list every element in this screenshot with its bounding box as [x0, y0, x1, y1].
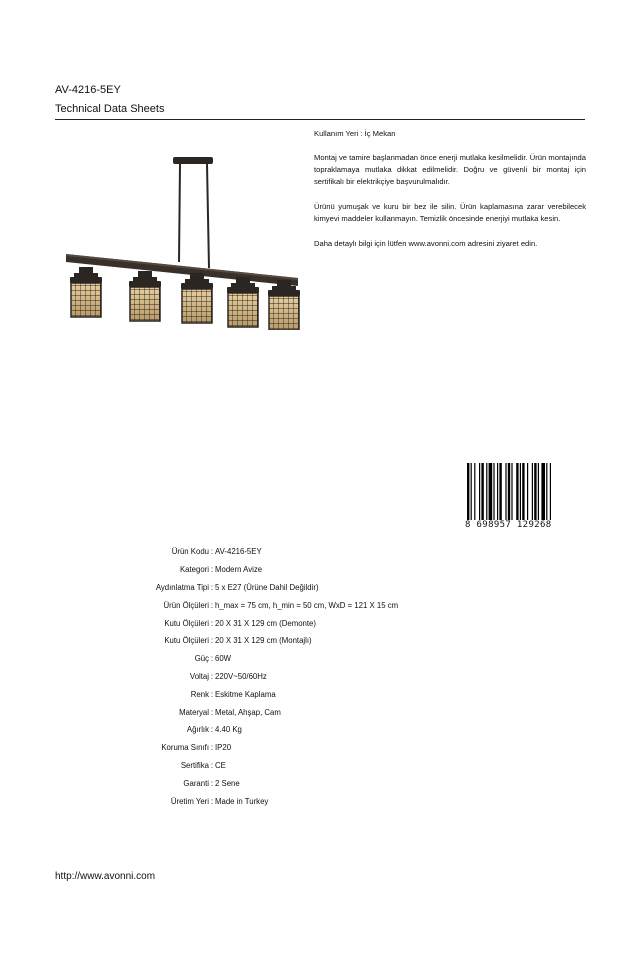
spec-separator: : [210, 778, 214, 788]
spec-value: 60W [215, 654, 232, 664]
lamp-3 [181, 273, 213, 323]
spec-value: IP20 [215, 743, 232, 753]
spec-row [110, 650, 398, 668]
footer-website-link[interactable]: http://www.avonni.com [55, 871, 156, 882]
barcode-bar [486, 463, 487, 525]
spec-separator: : [210, 654, 214, 664]
barcode-bar [538, 463, 539, 525]
barcode-bar [505, 463, 506, 525]
spec-label: Kategori [179, 565, 209, 575]
spec-label: Kutu Ölçüleri [164, 636, 209, 646]
document-subtitle: Technical Data Sheets [55, 103, 165, 115]
spec-label: Ürün Kodu [171, 547, 209, 557]
barcode-bar [532, 463, 533, 525]
spec-value: Made in Turkey [215, 796, 269, 806]
barcode-bar [546, 463, 547, 525]
spec-table [110, 543, 398, 810]
barcode-bar [511, 463, 512, 525]
barcode-bar [522, 463, 524, 525]
product-info-text [314, 128, 586, 263]
spec-separator: : [210, 547, 214, 557]
spec-separator: : [210, 743, 214, 753]
spec-row [110, 685, 398, 703]
spec-label: Kutu Ölçüleri [164, 618, 209, 628]
spec-separator: : [210, 689, 214, 699]
spec-label: Güç [194, 654, 209, 664]
spec-row [110, 774, 398, 792]
barcode-bar [467, 463, 469, 525]
spec-row [110, 739, 398, 757]
barcode-bar [499, 463, 501, 525]
spec-label: Ürün Ölçüleri [163, 600, 209, 610]
spec-separator: : [210, 760, 214, 770]
spec-value: 20 X 31 X 129 cm (Montajlı) [215, 636, 312, 646]
spec-separator: : [210, 636, 214, 646]
spec-value: h_max = 75 cm, h_min = 50 cm, WxD = 121 X 15 cm [215, 600, 399, 610]
barcode-bar [493, 463, 494, 525]
header-divider [55, 119, 585, 120]
spec-row [110, 792, 398, 810]
spec-separator: : [210, 565, 214, 575]
spec-value: 5 x E27 (Ürüne Dahil Değildir) [215, 582, 319, 592]
chandelier-product-image [60, 150, 305, 330]
barcode-bar [497, 463, 498, 525]
spec-separator: : [210, 582, 214, 592]
barcode-bar [479, 463, 480, 525]
barcode-bar [534, 463, 536, 525]
spec-separator: : [210, 796, 214, 806]
spec-label: Materyal [179, 707, 209, 717]
barcode-bar [516, 463, 518, 525]
barcode-number: 8 698957 129268 [465, 520, 585, 530]
spec-row [110, 668, 398, 686]
spec-label: Voltaj [189, 671, 209, 681]
barcode-bar [508, 463, 510, 525]
barcode-bar [527, 463, 528, 525]
lamp-2 [129, 271, 161, 321]
spec-separator: : [210, 707, 214, 717]
spec-label: Koruma Sınıfı [161, 743, 209, 753]
spec-row [110, 721, 398, 739]
spec-label: Ağırlık [186, 725, 209, 735]
spec-row [110, 757, 398, 775]
spec-label: Sertifika [180, 760, 209, 770]
product-code-title: AV-4216-5EY [55, 84, 121, 96]
spec-separator: : [210, 600, 214, 610]
spec-separator: : [210, 725, 214, 735]
spec-value: AV-4216-5EY [215, 547, 262, 557]
spec-label: Aydınlatma Tipi [155, 582, 209, 592]
spec-value: 2 Sene [215, 778, 240, 788]
spec-row [110, 579, 398, 597]
spec-value: Modern Avize [215, 565, 263, 575]
spec-value: 4.40 Kg [215, 725, 242, 735]
barcode-bar [481, 463, 483, 525]
spec-value: 220V~50/60Hz [215, 671, 267, 681]
barcode-bar [489, 463, 493, 525]
spec-row [110, 614, 398, 632]
lamp-4 [227, 277, 259, 327]
spec-label: Renk [190, 689, 209, 699]
safety-paragraph: Montaj ve tamire başlanmadan önce enerji mutlaka kesilmelidir. Ürün montajında topraklamaya mutlaka dikkat edilmelidir. Doğru ve güvenli bir montaj için sertifikalı bir elektrikçiye başvurulmalıdır. [314, 153, 586, 186]
spec-value: CE [215, 760, 226, 770]
spec-label: Üretim Yeri [170, 796, 209, 806]
spec-row [110, 561, 398, 579]
lamp-5 [268, 280, 300, 330]
spec-row [110, 632, 398, 650]
spec-value: Metal, Ahşap, Cam [215, 707, 281, 717]
care-paragraph: Ürünü yumuşak ve kuru bir bez ile silin. Ürün kaplamasına zarar verebilecek kimyevi maddeler kullanmayın. Temizlik öncesinde enerjiyi mutlaka kesin. [314, 202, 586, 223]
barcode-bar [471, 463, 472, 525]
website-paragraph: Daha detaylı bilgi için lütfen www.avonni.com adresini ziyaret edin. [314, 239, 538, 248]
usage-location: Kullanım Yeri : İç Mekan [314, 129, 396, 138]
spec-row [110, 543, 398, 561]
spec-label: Garanti [183, 778, 209, 788]
spec-row [110, 596, 398, 614]
spec-separator: : [210, 671, 214, 681]
spec-value: Eskitme Kaplama [215, 689, 276, 699]
barcode-bar [474, 463, 475, 525]
spec-separator: : [210, 618, 214, 628]
spec-row [110, 703, 398, 721]
barcode-bar [520, 463, 521, 525]
lamp-1 [70, 267, 102, 317]
spec-value: 20 X 31 X 129 cm (Demonte) [215, 618, 316, 628]
barcode-bar [541, 463, 545, 525]
barcode-bar [550, 463, 551, 525]
